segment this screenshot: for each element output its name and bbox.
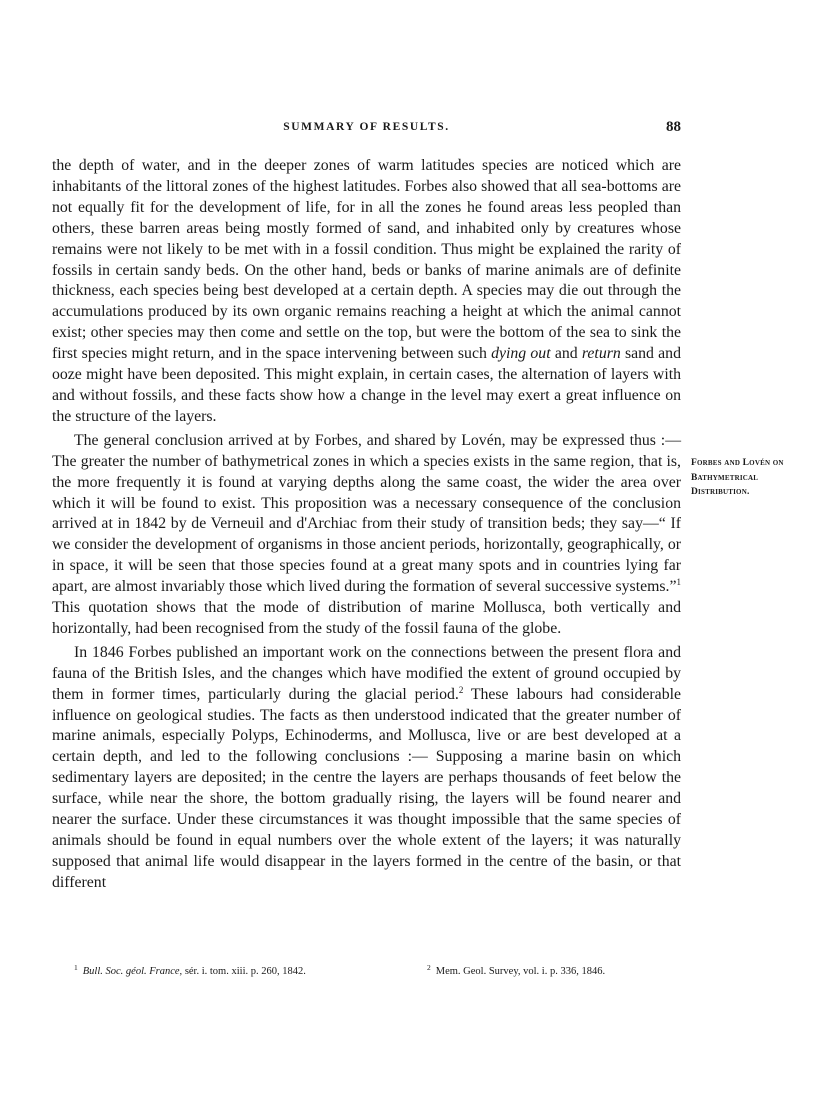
footnote-2-mark: 2 (427, 963, 431, 972)
emphasis-dying-out: dying out (491, 345, 551, 363)
paragraph-1-connector: and (550, 345, 582, 363)
paragraph-2-end: This quotation shows that the mode of distribution of marine Mollusca, both vertically and horizontally, had been recognised from the study of the fossil fauna of the globe. (52, 599, 681, 637)
paragraph-2 (52, 431, 681, 640)
paragraph-3-end: These labours had considerable influence on geological studies. The facts as then understood indicated that the greater number of marine animals, especially Polyps, Echinoderms, and Mollusca, live or are best developed at a certain depth, and led to the following conclusions :— Supposing a marine basin on which sedimentary layers are deposited; in the centre the layers are perhaps thousands of feet below the surface, while near the shore, the bottom gradually rising, the layers will be found nearer and nearer the surface. Under these circumstances it was thought impossible that the same species of animals should be found in equal numbers over the whole extent of the layers; it was naturally supposed that animal life would disappear in the layers formed in the centre of the basin, or that different (52, 685, 681, 891)
footnote-1 (74, 963, 306, 977)
footnote-2 (427, 963, 605, 977)
footnote-ref-1: 1 (676, 577, 681, 588)
emphasis-return: return (581, 345, 621, 363)
running-head (52, 121, 681, 141)
footnote-ref-2: 2 (458, 684, 464, 695)
paragraph-3-text: In 1846 Forbes published an important work on the connections between the present flora and fauna of the British Isles, and the changes which have modified the extent of ground occupied by them in former times, particularly during the glacial period. (52, 643, 681, 703)
footnote-1-source: Bull. Soc. géol. France, (82, 966, 183, 977)
footnote-2-text: Mem. Geol. Survey, vol. i. p. 336, 1846. (435, 966, 606, 977)
margin-note: Forbes and Lovén on Bathymetrical Distribution. (691, 458, 784, 497)
paragraph-1 (52, 156, 681, 428)
paragraph-1-end: sand and ooze might have been deposited. This might explain, in certain cases, the alternation of layers with and without fossils, and these facts show how a change in the level may exert a great influence on the structure of the layers. (52, 345, 681, 425)
paragraph-3 (52, 643, 681, 894)
footnote-1-mark: 1 (74, 963, 78, 972)
page-number: 88 (666, 119, 681, 135)
paragraph-2-text: The general conclusion arrived at by Forbes, and shared by Lovén, may be expressed thus :—The greater the number of bathymetrical zones in which a species exists in the same region, that is, the more frequently it is found at varying depths along the same coast, the wider the area over which it will be found to exist. This proposition was a necessary consequence of the conclusion arrived at in 1842 by de Verneuil and d'Archiac from their study of transition beds; they say—“ If we consider the development of organisms in those ancient periods, horizontally, geographically, or in space, it will be seen that those species found at a great many spots and in countries lying far apart, are almost invariably those which lived during the formation of several successive systems.” (52, 431, 681, 596)
running-title: SUMMARY OF RESULTS. (283, 121, 450, 133)
footnotes (52, 963, 681, 981)
paragraph-1-text: the depth of water, and in the deeper zones of warm latitudes species are noticed which are inhabitants of the littoral zones of the highest latitudes. Forbes also showed that all sea-bottoms are not equally fit for the development of life, for in all the zones he found areas less peopled than others, these barren areas being mostly formed of sand, and inhabited only by creatures whose remains were not likely to be met with in a fossil condition. Thus might be explained the rarity of fossils in certain sandy beds. On the other hand, beds or banks of marine animals are of definite thickness, each species being best developed at a certain depth. A species may die out through the accumulations produced by its own organic remains reaching a height at which the animal cannot exist; other species may then come and settle on the top, but were the bottom of the sea to sink the first species might return, and in the space intervening between such (52, 157, 681, 363)
body-text (52, 156, 681, 894)
footnote-1-text: sér. i. tom. xiii. p. 260, 1842. (182, 966, 306, 977)
